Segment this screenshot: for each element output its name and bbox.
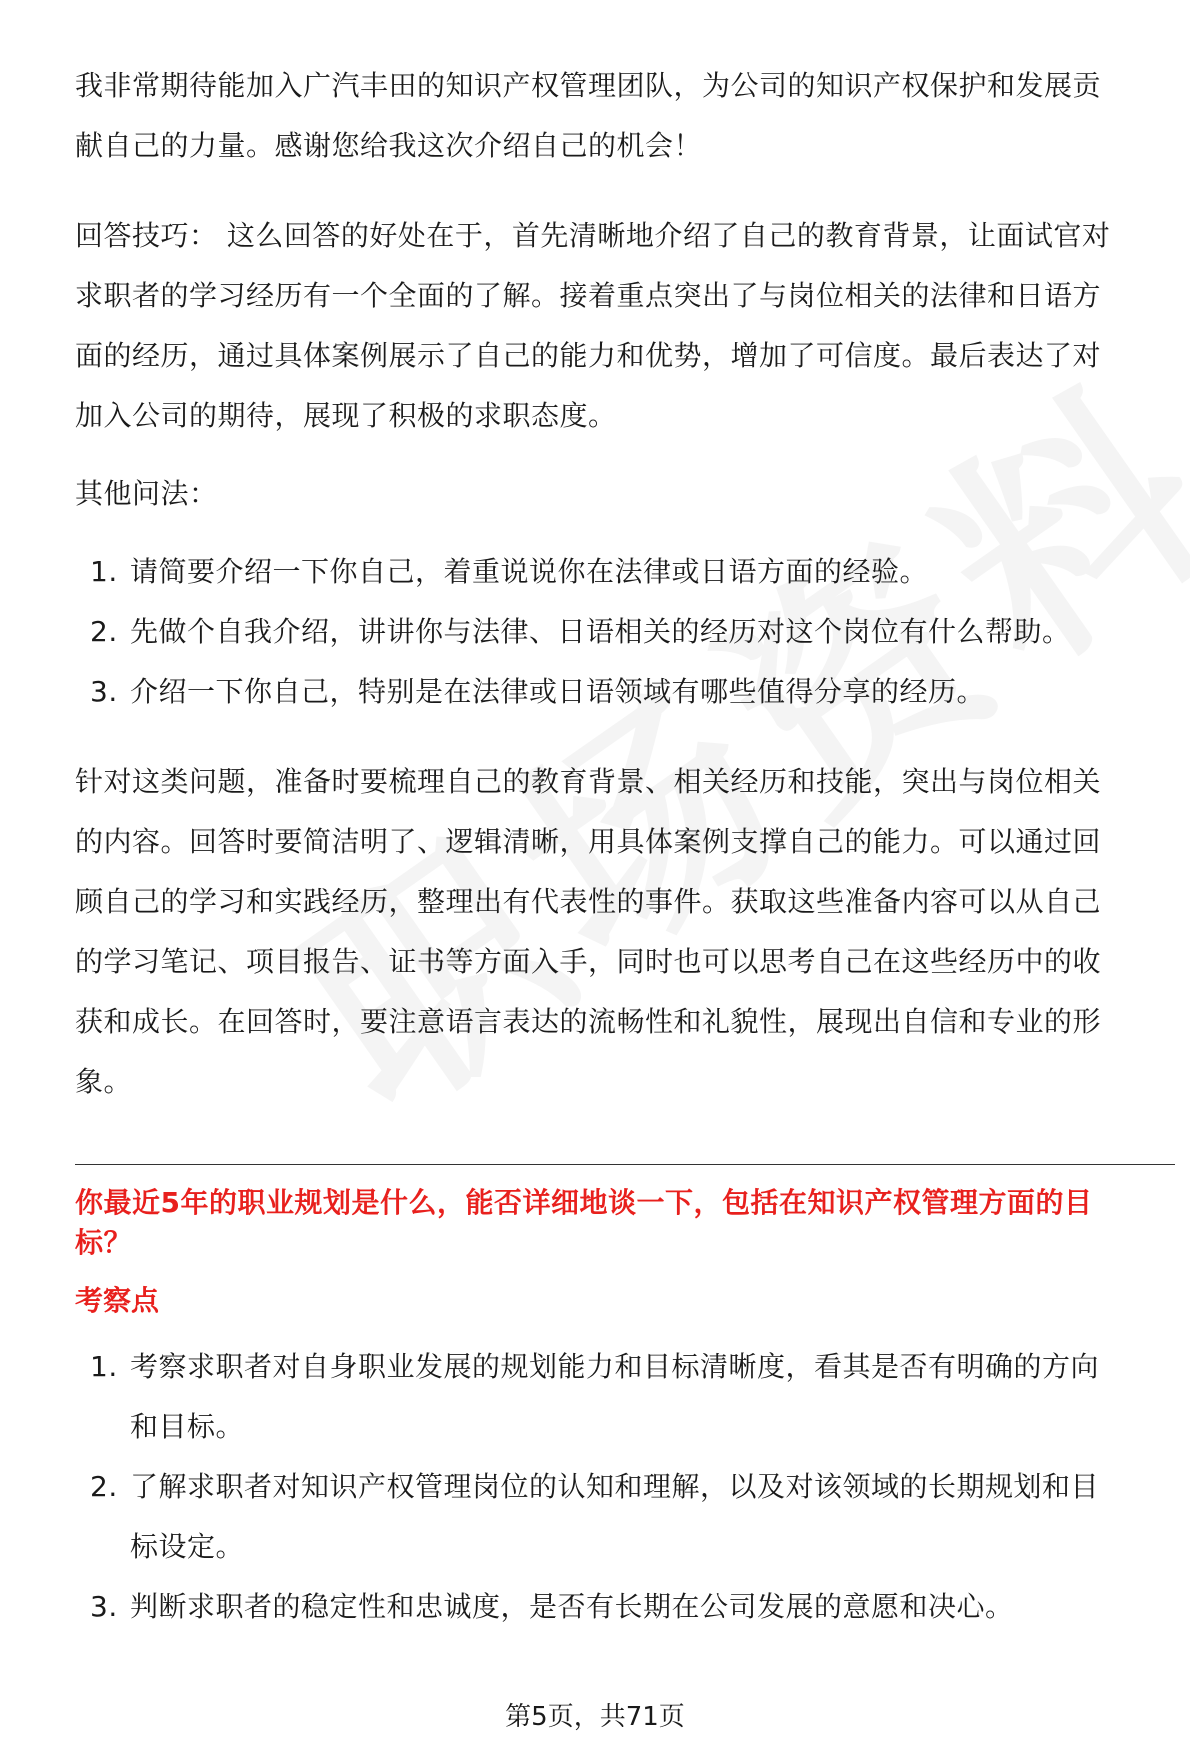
- list-text: 先做个自我介绍，讲讲你与法律、日语相关的经历对这个岗位有什么帮助。: [130, 615, 1071, 648]
- answer-tips-paragraph: [75, 206, 1175, 446]
- paragraph-line: 针对这类问题，准备时要梳理自己的教育背景、相关经历和技能，突出与岗位相关: [75, 765, 1102, 798]
- page-number: 第5页，共71页: [505, 1702, 685, 1732]
- list-text: 标设定。: [130, 1530, 245, 1563]
- list-item: [75, 602, 1175, 662]
- list-text: 了解求职者对知识产权管理岗位的认知和理解，以及对该领域的长期规划和目: [130, 1470, 1100, 1503]
- question-heading: [75, 1183, 1175, 1263]
- list-number: 2.: [90, 615, 118, 648]
- list-number: 1.: [90, 555, 118, 588]
- intro-paragraph: [75, 56, 1175, 176]
- paragraph-line: 的内容。回答时要简洁明了、逻辑清晰，用具体案例支撑自己的能力。可以通过回: [75, 825, 1102, 858]
- paragraph-line: 加入公司的期待，展现了积极的求职态度。: [75, 399, 617, 432]
- list-text: 和目标。: [130, 1410, 245, 1443]
- question-line: 标？: [75, 1226, 133, 1259]
- other-ways-heading: 其他问法：: [75, 477, 218, 510]
- list-text: 考察求职者对自身职业发展的规划能力和目标清晰度，看其是否有明确的方向: [130, 1350, 1100, 1383]
- list-number: 2.: [90, 1470, 118, 1503]
- paragraph-line: 顾自己的学习和实践经历，整理出有代表性的事件。获取这些准备内容可以从自己: [75, 885, 1102, 918]
- page-content: [75, 56, 1175, 1637]
- list-number: 1.: [90, 1350, 118, 1383]
- list-item: [75, 1577, 1175, 1637]
- paragraph-line: 献自己的力量。感谢您给我这次介绍自己的机会！: [75, 129, 703, 162]
- list-item: [75, 662, 1175, 722]
- list-text: 请简要介绍一下你自己，着重说说你在法律或日语方面的经验。: [130, 555, 929, 588]
- assessment-heading: 考察点: [75, 1284, 160, 1317]
- list-item: [75, 1337, 1175, 1457]
- paragraph-line: 回答技巧： 这么回答的好处在于，首先清晰地介绍了自己的教育背景，让面试官对: [75, 219, 1111, 252]
- assessment-list: [75, 1337, 1175, 1637]
- list-text: 介绍一下你自己，特别是在法律或日语领域有哪些值得分享的经历。: [130, 675, 986, 708]
- list-item: [75, 1457, 1175, 1577]
- question-line: 你最近5年的职业规划是什么，能否详细地谈一下，包括在知识产权管理方面的目: [75, 1186, 1093, 1219]
- list-number: 3.: [90, 675, 118, 708]
- prep-advice-paragraph: [75, 752, 1175, 1112]
- page-footer: [0, 1700, 1190, 1734]
- paragraph-line: 象。: [75, 1065, 133, 1098]
- list-item: [75, 542, 1175, 602]
- paragraph-line: 面的经历，通过具体案例展示了自己的能力和优势，增加了可信度。最后表达了对: [75, 339, 1102, 372]
- list-number: 3.: [90, 1590, 118, 1623]
- paragraph-line: 获和成长。在回答时，要注意语言表达的流畅性和礼貌性，展现出自信和专业的形: [75, 1005, 1102, 1038]
- paragraph-line: 求职者的学习经历有一个全面的了解。接着重点突出了与岗位相关的法律和日语方: [75, 279, 1102, 312]
- paragraph-line: 我非常期待能加入广汽丰田的知识产权管理团队，为公司的知识产权保护和发展贡: [75, 69, 1102, 102]
- other-ways-list: [75, 542, 1175, 722]
- paragraph-line: 的学习笔记、项目报告、证书等方面入手，同时也可以思考自己在这些经历中的收: [75, 945, 1102, 978]
- list-text: 判断求职者的稳定性和忠诚度，是否有长期在公司发展的意愿和决心。: [130, 1590, 1014, 1623]
